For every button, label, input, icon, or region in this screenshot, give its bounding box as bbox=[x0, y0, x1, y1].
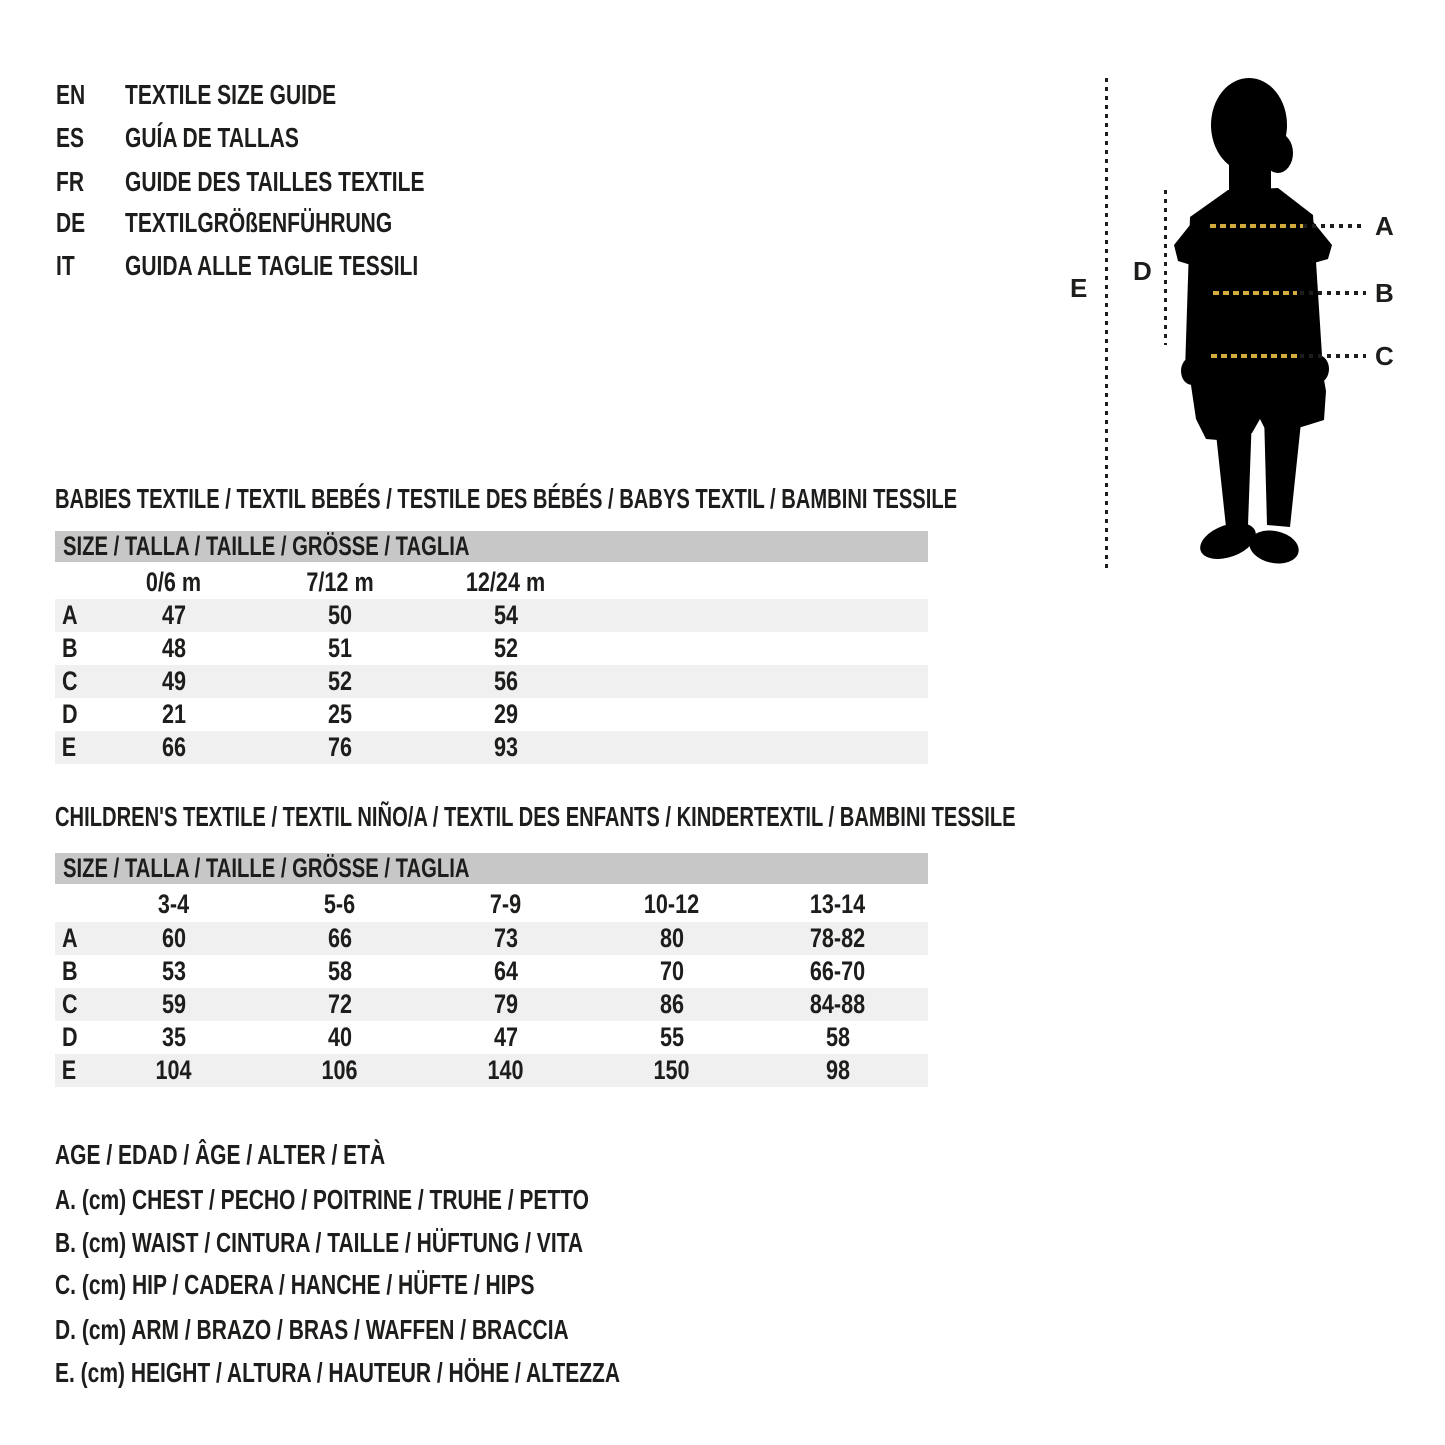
lang-code: FR bbox=[56, 166, 84, 197]
size-value: 29 bbox=[493, 699, 519, 729]
table-row bbox=[55, 922, 928, 955]
size-value: 35 bbox=[161, 1022, 187, 1052]
size-value: 72 bbox=[327, 989, 353, 1019]
babies-column-header: 12/24 m bbox=[466, 567, 546, 597]
size-value: 66 bbox=[327, 923, 353, 953]
row-label: C bbox=[61, 989, 78, 1019]
size-value: 64 bbox=[493, 956, 519, 986]
legend-age: AGE / EDAD / ÂGE / ALTER / ETÀ bbox=[55, 1139, 386, 1170]
babies-column-header: 7/12 m bbox=[306, 567, 374, 597]
children-column-header: 10-12 bbox=[644, 889, 700, 919]
chest-a-dash-line bbox=[1210, 224, 1303, 228]
size-header-label: SIZE / TALLA / TAILLE / GRÖSSE / TAGLIA bbox=[63, 531, 470, 561]
size-value: 40 bbox=[327, 1022, 353, 1052]
size-header-label: SIZE / TALLA / TAILLE / GRÖSSE / TAGLIA bbox=[63, 853, 470, 883]
size-value: 25 bbox=[327, 699, 353, 729]
babies-size-table bbox=[55, 531, 928, 768]
children-section-title bbox=[55, 802, 1389, 832]
row-label: E bbox=[61, 732, 77, 762]
figure-label-a: A bbox=[1375, 211, 1394, 241]
babies-section-title-text: BABIES TEXTILE / TEXTIL BEBÉS / TESTILE DES BÉBÉS / BABYS TEXTIL / BAMBINI TESSILE bbox=[55, 483, 958, 514]
size-value: 51 bbox=[327, 633, 353, 663]
size-value: 140 bbox=[487, 1055, 525, 1085]
table-row bbox=[55, 988, 928, 1021]
legend-waist: B. (cm) WAIST / CINTURA / TAILLE / HÜFTUNG / VITA bbox=[55, 1227, 584, 1258]
lang-title: TEXTILE SIZE GUIDE bbox=[125, 79, 337, 110]
children-column-header-row bbox=[55, 888, 928, 921]
children-column-header: 5-6 bbox=[324, 889, 356, 919]
figure-label-b: B bbox=[1375, 278, 1394, 308]
row-label: E bbox=[61, 1055, 77, 1085]
size-value: 49 bbox=[161, 666, 187, 696]
row-label: D bbox=[61, 699, 78, 729]
size-value: 66 bbox=[161, 732, 187, 762]
children-section-title-text: CHILDREN'S TEXTILE / TEXTIL NIÑO/A / TEXTIL DES ENFANTS / KINDERTEXTIL / BAMBINI TESSILE bbox=[55, 801, 1016, 832]
lang-title: GUIDE DES TAILLES TEXTILE bbox=[125, 166, 425, 197]
size-value: 21 bbox=[161, 699, 187, 729]
size-value: 58 bbox=[327, 956, 353, 986]
size-value: 58 bbox=[825, 1022, 851, 1052]
row-label: C bbox=[61, 666, 78, 696]
size-value: 48 bbox=[161, 633, 187, 663]
size-value: 50 bbox=[327, 600, 353, 630]
size-value: 80 bbox=[659, 923, 685, 953]
babies-section-title bbox=[55, 484, 1308, 514]
size-value: 86 bbox=[659, 989, 685, 1019]
table-row bbox=[55, 1021, 928, 1054]
table-row bbox=[55, 599, 928, 632]
size-value: 55 bbox=[659, 1022, 685, 1052]
row-label: A bbox=[61, 600, 78, 630]
size-value: 52 bbox=[327, 666, 353, 696]
legend-chest: A. (cm) CHEST / PECHO / POITRINE / TRUHE / PETTO bbox=[55, 1184, 590, 1215]
figure-label-e: E bbox=[1070, 273, 1088, 303]
size-value: 60 bbox=[161, 923, 187, 953]
lang-title: GUIDA ALLE TAGLIE TESSILI bbox=[125, 250, 419, 281]
size-value: 78-82 bbox=[810, 923, 866, 953]
children-column-header: 13-14 bbox=[810, 889, 866, 919]
lang-code: EN bbox=[56, 79, 86, 110]
lang-title: GUÍA DE TALLAS bbox=[125, 122, 299, 153]
size-value: 56 bbox=[493, 666, 519, 696]
size-value: 98 bbox=[825, 1055, 851, 1085]
size-value: 59 bbox=[161, 989, 187, 1019]
babies-column-header: 0/6 m bbox=[146, 567, 202, 597]
chest-a-leader-dots bbox=[1303, 224, 1366, 228]
size-value: 53 bbox=[161, 956, 187, 986]
children-size-table bbox=[55, 853, 928, 1091]
size-value: 150 bbox=[653, 1055, 691, 1085]
size-value: 104 bbox=[155, 1055, 193, 1085]
lang-code: DE bbox=[56, 207, 86, 238]
legend-arm: D. (cm) ARM / BRAZO / BRAS / WAFFEN / BRACCIA bbox=[55, 1314, 569, 1345]
waist-b-leader-dots bbox=[1300, 291, 1366, 295]
size-value: 52 bbox=[493, 633, 519, 663]
hip-c-leader-dots bbox=[1300, 354, 1366, 358]
babies-size-header-bar bbox=[55, 531, 928, 562]
size-value: 66-70 bbox=[810, 956, 866, 986]
table-row bbox=[55, 632, 928, 665]
figure-label-d: D bbox=[1133, 256, 1152, 286]
arm-d-dotted-line bbox=[1164, 190, 1167, 345]
row-label: A bbox=[61, 923, 78, 953]
size-value: 93 bbox=[493, 732, 519, 762]
hip-c-dash-line bbox=[1211, 354, 1301, 358]
row-label: B bbox=[61, 633, 78, 663]
table-row bbox=[55, 698, 928, 731]
waist-b-dash-line bbox=[1213, 291, 1297, 295]
lang-title: TEXTILGRÖßENFÜHRUNG bbox=[125, 207, 393, 238]
size-value: 106 bbox=[321, 1055, 359, 1085]
legend-hip: C. (cm) HIP / CADERA / HANCHE / HÜFTE / HIPS bbox=[55, 1269, 535, 1300]
figure-label-c: C bbox=[1375, 341, 1394, 371]
table-row bbox=[55, 665, 928, 698]
babies-column-header-row bbox=[55, 566, 928, 599]
size-value: 84-88 bbox=[810, 989, 866, 1019]
lang-code: IT bbox=[56, 250, 75, 281]
children-column-header: 7-9 bbox=[490, 889, 522, 919]
size-value: 76 bbox=[327, 732, 353, 762]
size-value: 79 bbox=[493, 989, 519, 1019]
table-row bbox=[55, 1054, 928, 1087]
size-value: 70 bbox=[659, 956, 685, 986]
legend-height: E. (cm) HEIGHT / ALTURA / HAUTEUR / HÖHE / ALTEZZA bbox=[55, 1357, 621, 1388]
children-size-header-bar bbox=[55, 853, 928, 884]
size-value: 73 bbox=[493, 923, 519, 953]
size-value: 47 bbox=[161, 600, 187, 630]
size-value: 54 bbox=[493, 600, 519, 630]
table-row bbox=[55, 731, 928, 764]
row-label: D bbox=[61, 1022, 78, 1052]
lang-code: ES bbox=[56, 122, 85, 153]
table-row bbox=[55, 955, 928, 988]
row-label: B bbox=[61, 956, 78, 986]
size-value: 47 bbox=[493, 1022, 519, 1052]
children-column-header: 3-4 bbox=[158, 889, 190, 919]
